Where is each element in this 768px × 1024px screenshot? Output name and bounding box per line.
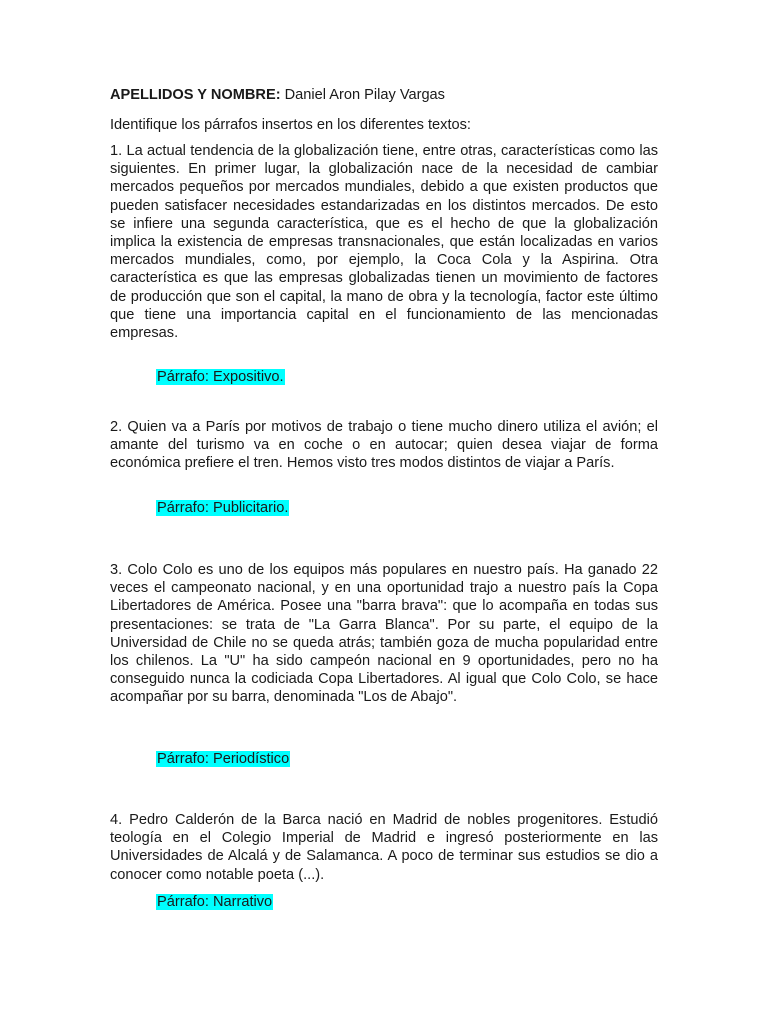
answer-1 <box>156 368 285 386</box>
student-name-line <box>110 86 658 104</box>
student-name: Daniel Aron Pilay Vargas <box>284 87 445 103</box>
paragraph-2: 2. Quien va a París por motivos de trabajo o tiene mucho dinero utiliza el avión; el amante del turismo va en coche o en autocar; quien desea viajar de forma económica prefiere el tren. Hemos visto tres modos distintos de viajar a París. <box>110 419 658 472</box>
answer-3 <box>156 750 290 768</box>
answer-2 <box>156 499 289 517</box>
answer-4 <box>156 893 273 911</box>
name-label: APELLIDOS Y NOMBRE: <box>110 87 281 103</box>
highlighted-answer-1: Párrafo: Expositivo. <box>157 369 284 385</box>
paragraph-1: 1. La actual tendencia de la globalización tiene, entre otras, características como las siguientes. En primer lugar, la globalización nace de la necesidad de cambiar mercados pequeños por mercados mundiales, debido a que existen productos que pueden satisfacer necesidades estandarizadas en los distintos mercados. De esto se infiere una segunda característica, que es el hecho de que la globalización implica la existencia de empresas transnacionales, que están localizadas en varios mercados mundiales, como, por ejemplo, la Coca Cola y la Aspirina. Otra característica es que las empresas globalizadas tienen un movimiento de factores de producción que son el capital, la mano de obra y la tecnología, factor este último que tiene una importancia capital en el funcionamiento de las mencionadas empresas. <box>110 143 658 342</box>
highlighted-answer-4: Párrafo: Narrativo <box>157 894 273 910</box>
paragraph-4: 4. Pedro Calderón de la Barca nació en Madrid de nobles progenitores. Estudió teología en el Colegio Imperial de Madrid e ingresó posteriormente en las Universidades de Alcalá y de Salamanca. A poco de terminar sus estudios se dio a conocer como notable poeta (...). <box>110 812 658 883</box>
instruction-text: Identifique los párrafos insertos en los diferentes textos: <box>110 117 471 133</box>
highlighted-answer-3: Párrafo: Periodístico <box>157 751 290 767</box>
highlighted-answer-2: Párrafo: Publicitario. <box>157 500 289 516</box>
paragraph-3: 3. Colo Colo es uno de los equipos más populares en nuestro país. Ha ganado 22 veces el campeonato nacional, y en una oportunidad trajo a nuestro país la Copa Libertadores de América. Posee una "barra brava": que lo acompaña en todas sus presentaciones: se trata de "La Garra Blanca". Por su parte, el equipo de la Universidad de Chile no se queda atrás; también goza de mucha popularidad entre los chilenos. La "U" ha sido campeón nacional en 9 oportunidades, pero no ha conseguido nunca la codiciada Copa Libertadores. Al igual que Colo Colo, se hace acompañar por su barra, denominada "Los de Abajo". <box>110 562 658 706</box>
